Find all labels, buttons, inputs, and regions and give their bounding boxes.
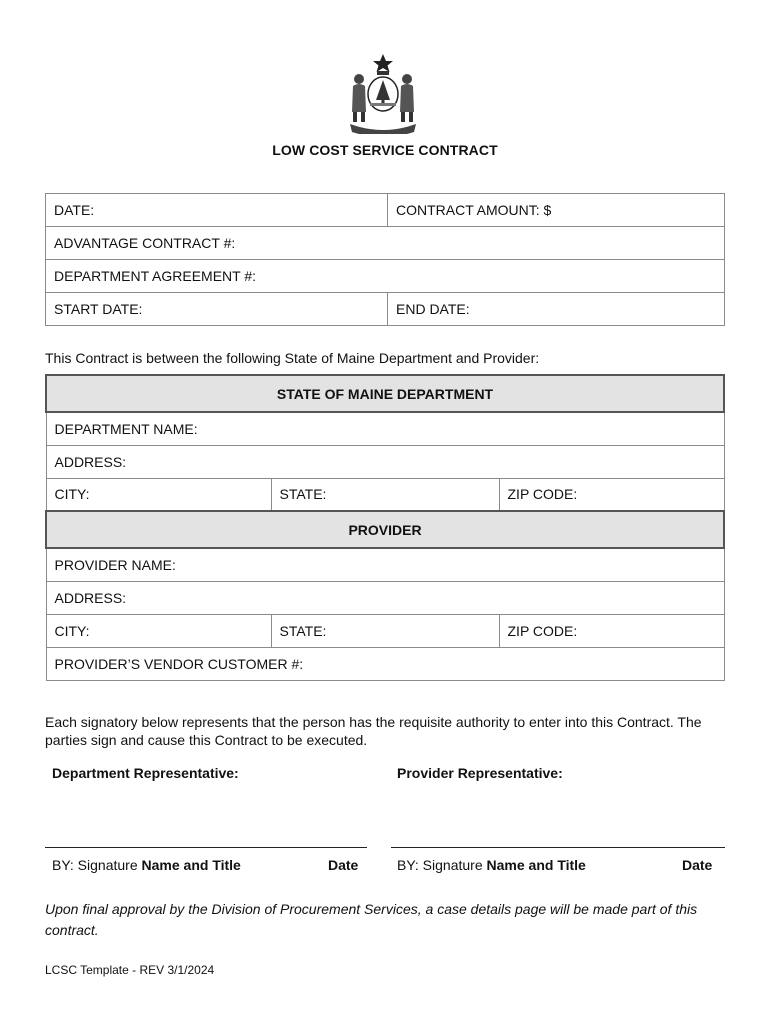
provider-name-field[interactable]: PROVIDER NAME: [46,548,724,581]
department-section-header: STATE OF MAINE DEPARTMENT [46,375,724,412]
provider-date-label: Date [682,857,713,873]
department-name-field[interactable]: DEPARTMENT NAME: [46,412,724,445]
provider-zip-field[interactable]: ZIP CODE: [499,614,724,647]
provider-state-field[interactable]: STATE: [271,614,499,647]
department-city-field[interactable]: CITY: [46,478,271,511]
authority-statement: Each signatory below represents that the person has the requisite authority to enter into this Contract. The parties sign and cause this Contract to be executed. [45,714,702,748]
contract-info-table [45,193,725,326]
contract-amount-field[interactable]: CONTRACT AMOUNT: $ [388,194,725,227]
name-and-title-label: Name and Title [141,857,241,873]
department-address-field[interactable]: ADDRESS: [46,445,724,478]
document-title: LOW COST SERVICE CONTRACT [272,142,498,158]
provider-vendor-customer-field[interactable]: PROVIDER’S VENDOR CUSTOMER #: [46,647,724,680]
advantage-contract-field[interactable]: ADVANTAGE CONTRACT #: [46,227,725,260]
parties-table [45,374,725,681]
state-seal-logo [344,52,422,134]
department-agreement-field[interactable]: DEPARTMENT AGREEMENT #: [46,260,725,293]
by-signature-label: BY: Signature [52,857,138,873]
provider-city-field[interactable]: CITY: [46,614,271,647]
intro-text: This Contract is between the following State of Maine Department and Provider: [45,350,540,366]
template-revision-footer: LCSC Template - REV 3/1/2024 [45,963,215,977]
provider-signature-line[interactable] [391,847,725,848]
provider-signature-caption [397,857,586,873]
end-date-field[interactable]: END DATE: [388,293,725,326]
department-representative-label: Department Representative: [52,765,239,781]
provider-address-field[interactable]: ADDRESS: [46,581,724,614]
department-signature-line[interactable] [45,847,367,848]
date-field[interactable]: DATE: [46,194,388,227]
by-signature-label: BY: Signature [397,857,483,873]
provider-representative-label: Provider Representative: [397,765,563,781]
provider-section-header: PROVIDER [46,511,724,548]
department-signature-caption [52,857,241,873]
department-state-field[interactable]: STATE: [271,478,499,511]
name-and-title-label: Name and Title [486,857,586,873]
department-date-label: Date [328,857,359,873]
approval-note: Upon final approval by the Division of Procurement Services, a case details page will be made part of this contract. [45,901,698,938]
department-zip-field[interactable]: ZIP CODE: [499,478,724,511]
start-date-field[interactable]: START DATE: [46,293,388,326]
